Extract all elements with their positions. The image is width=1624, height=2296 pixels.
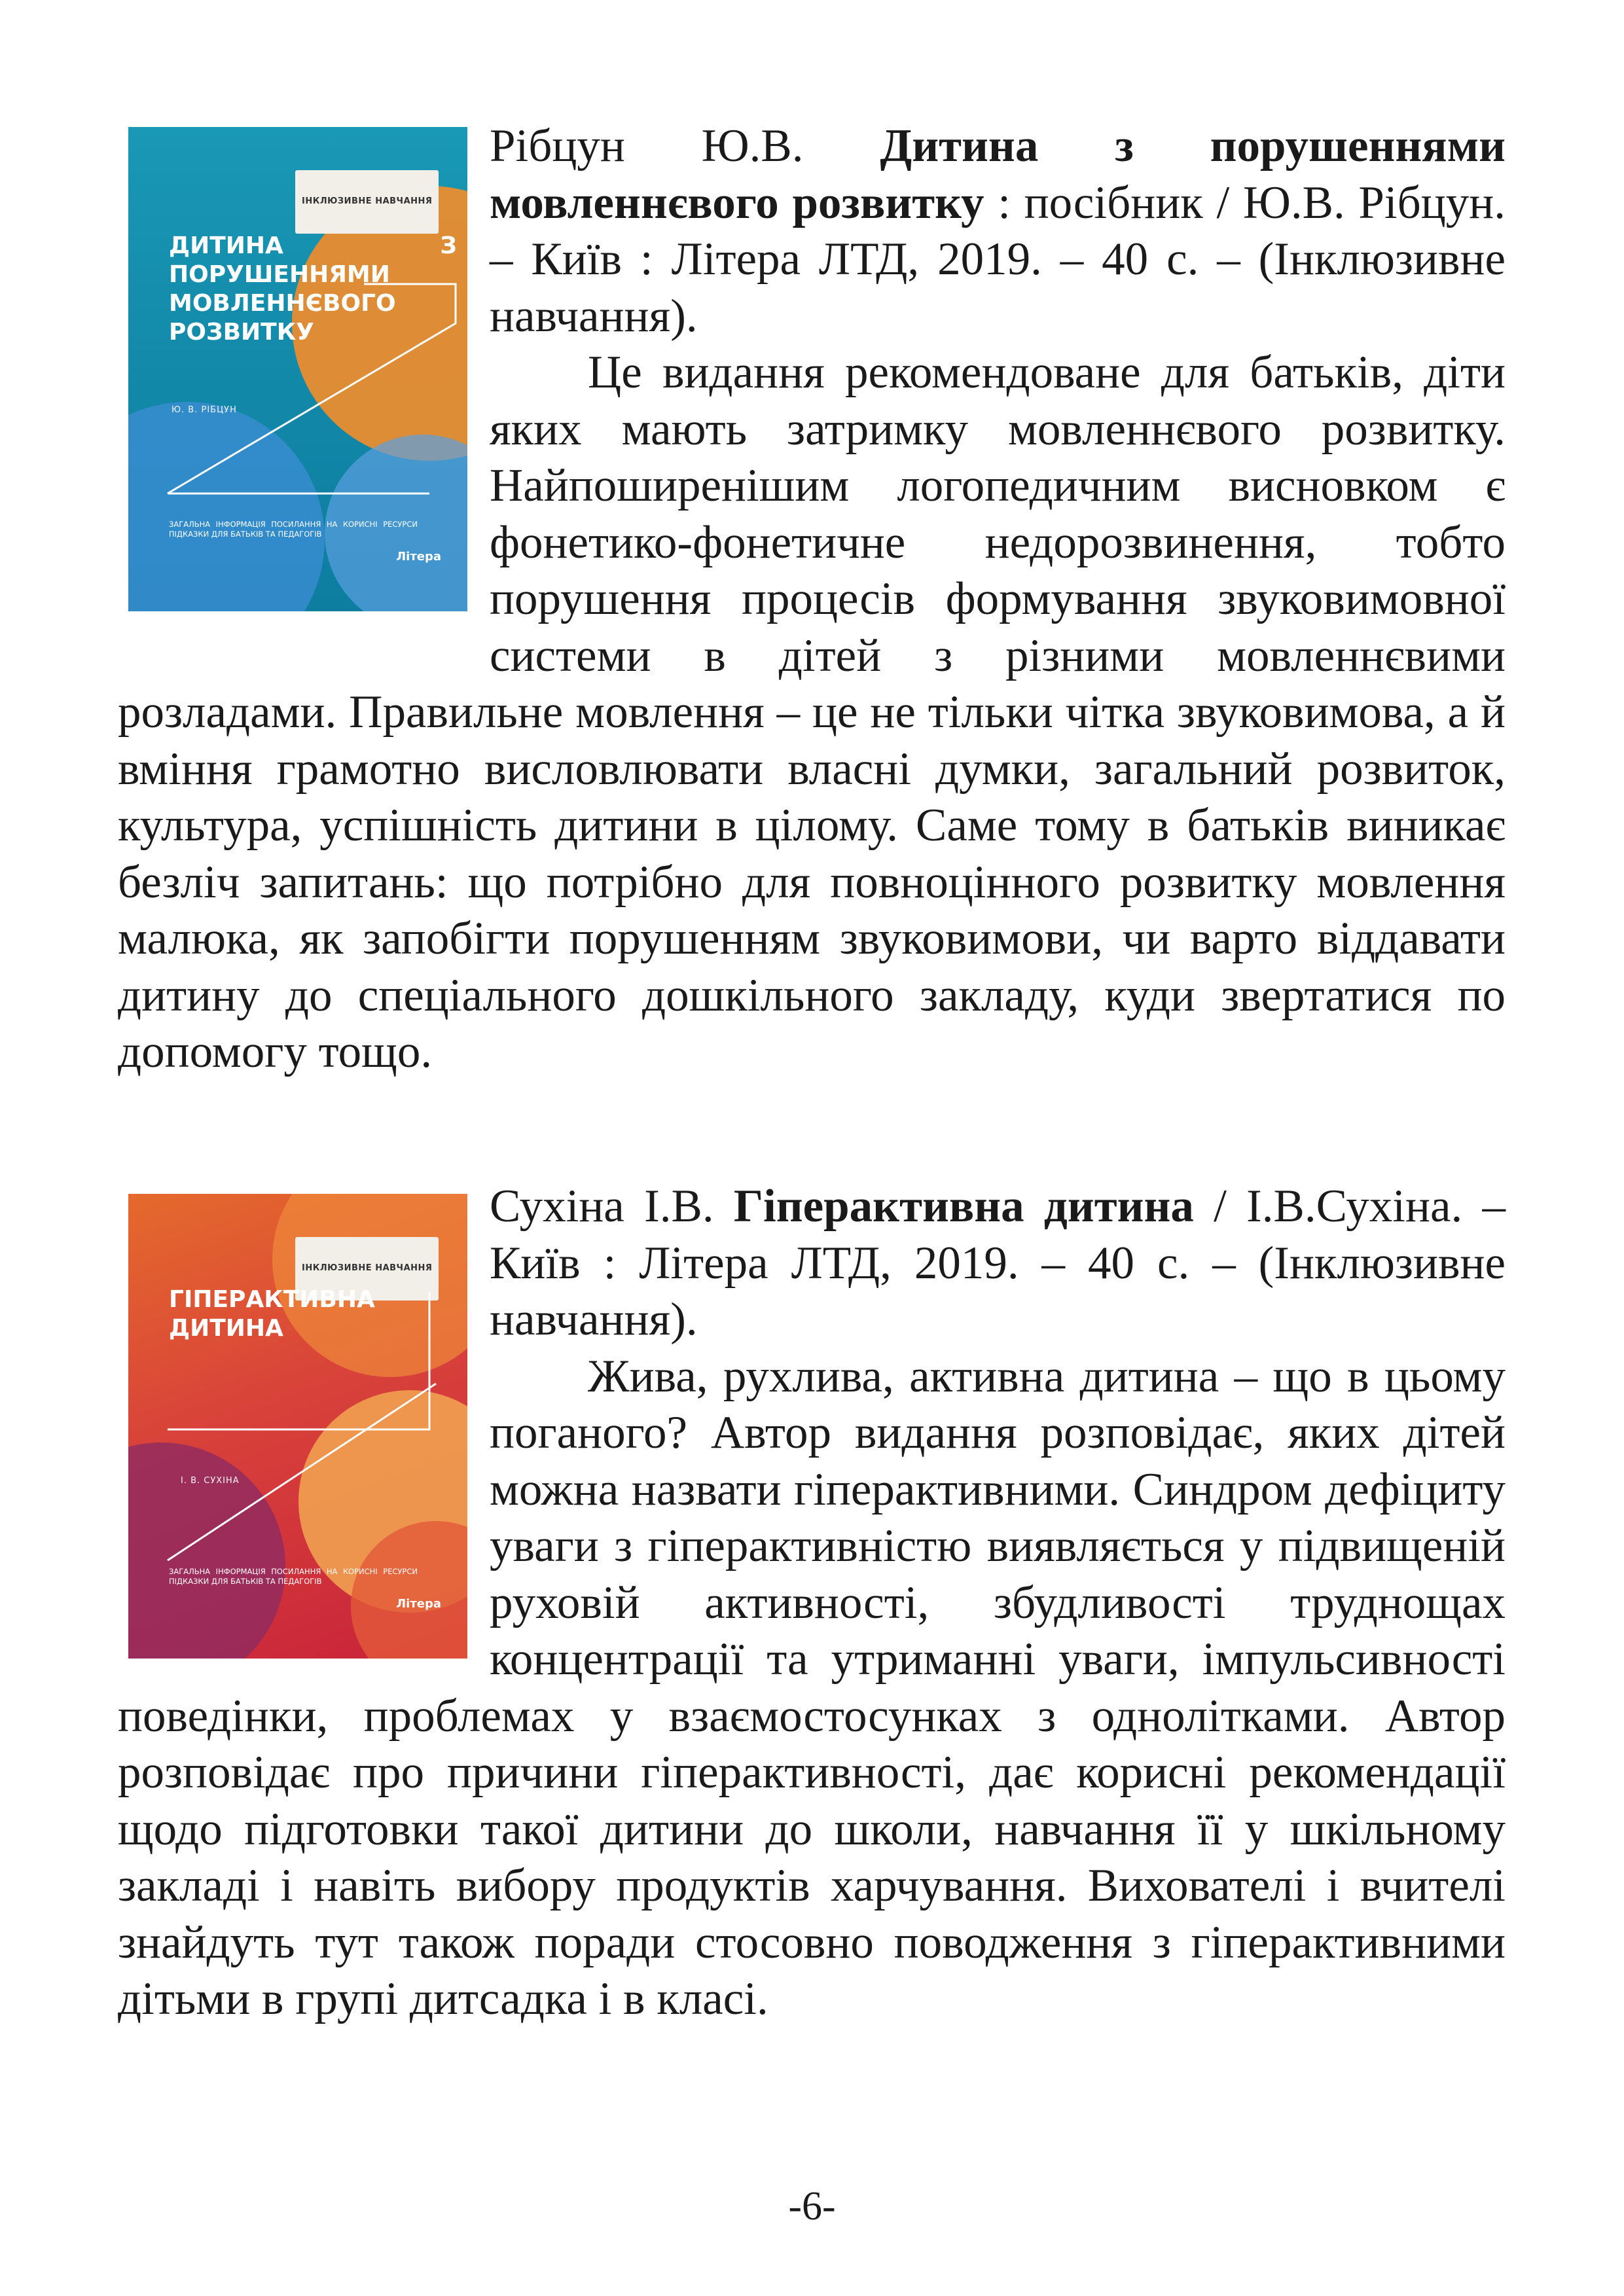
entry-title: Гіперактивна дитина — [733, 1181, 1194, 1232]
cover-author: І. В. СУХІНА — [181, 1476, 240, 1486]
cover-title: ГІПЕРАКТИВНА ДИТИНА — [169, 1286, 375, 1342]
book-cover-image — [128, 1194, 467, 1659]
cover-series-label: ІНКЛЮЗИВНЕ НАВЧАННЯ — [295, 170, 439, 234]
entry-text — [118, 1178, 1506, 2028]
publisher-logo: Літера — [396, 1596, 441, 1611]
book-entry-1 — [118, 118, 1506, 1081]
entry-annotation: Це видання рекомендоване для батьків, діти яких мають затримку мовленнєвого розвитку. Найпоширенішим логопедичним висновком є фонетико-фонетичне недорозвинення, тобто порушення процесів формування звуковимовної системи в дітей з різними мовленнєвими розладами. Правильне мовлення – це не тільки чітка звуковимова, а й вміння грамотно висловлювати власні думки, загальний розвиток, культура, успішність дитини в цілому. Саме тому в батьків виникає безліч запитань: що потрібно для повноцінного розвитку мовлення малюка, як запобігти порушенням звуковимови, чи варто віддавати дитину до спеціального дошкільного закладу, куди звертатися по допомогу тощо. — [118, 347, 1506, 1077]
entry-text — [118, 118, 1506, 1081]
cover-series-label: ІНКЛЮЗИВНЕ НАВЧАННЯ — [295, 1237, 439, 1300]
cover-author: Ю. В. РІБЦУН — [171, 405, 237, 415]
entry-bibliography: / І.В.Сухіна. – Київ : Літера ЛТД, 2019. – 40 с. – (Інклюзивне навчання). — [490, 1181, 1506, 1345]
entry-author: Сухіна І.В. — [490, 1181, 714, 1232]
entry-annotation: Жива, рухлива, активна дитина – що в цьому поганого? Автор видання розповідає, яких дітей можна назвати гіперактивними. Синдром дефіциту уваги з гіперактивністю виявляється у підвищеній руховій активності, збудливості труднощах концентрації та утриманні уваги, імпульсивності поведінки, проблемах у взаємостосунках з однолітками. Автор розповідає про причини гіперактивності, дає корисні рекомендації щодо підготовки такої дитини до школи, навчання її у шкільному закладі і навіть вибору продуктів харчування. Вихователі і вчителі знайдуть тут також поради стосовно поводження з гіперактивними дітьми в групі дитсадка і в класі. — [118, 1350, 1506, 2024]
book-cover-image — [128, 127, 467, 611]
page-number: -6- — [788, 2184, 836, 2229]
entry-title: Дитина з порушеннями мовленнєвого розвитку — [490, 120, 1506, 228]
cover-title: ДИТИНА З ПОРУШЕННЯМИ МОВЛЕННЄВОГО РОЗВИТКУ — [169, 232, 457, 346]
book-entry-2 — [118, 1178, 1506, 2028]
cover-contents: ЗАГАЛЬНА ІНФОРМАЦІЯ ПОСИЛАННЯ НА КОРИСНІ РЕСУРСИ ПІДКАЗКИ ДЛЯ БАТЬКІВ ТА ПЕДАГОГІВ — [169, 520, 418, 539]
cover-contents: ЗАГАЛЬНА ІНФОРМАЦІЯ ПОСИЛАННЯ НА КОРИСНІ РЕСУРСИ ПІДКАЗКИ ДЛЯ БАТЬКІВ ТА ПЕДАГОГІВ — [169, 1567, 418, 1586]
entry-bibliography: : посібник / Ю.В. Рібцун. – Київ : Літера ЛТД, 2019. – 40 с. – (Інклюзивне навчання). — [490, 177, 1506, 342]
entry-author: Рібцун Ю.В. — [490, 120, 804, 171]
publisher-logo: Літера — [396, 549, 441, 564]
